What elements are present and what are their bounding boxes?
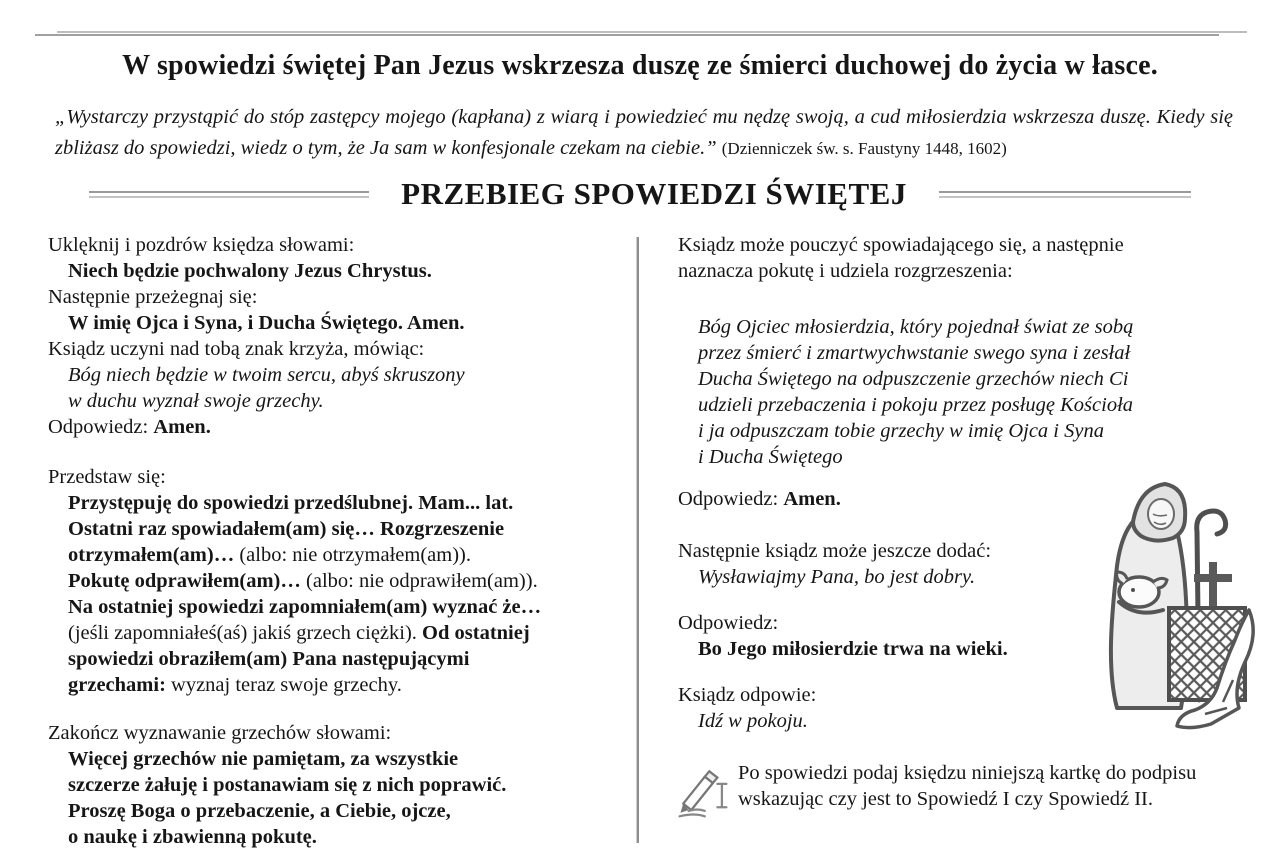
note-line: wskazując czy jest to Spowiedź I czy Spowiedź II.: [738, 788, 1153, 810]
page-title: W spowiedzi świętej Pan Jezus wskrzesza duszę ze śmierci duchowej do życia w łasce.: [122, 50, 1158, 81]
text-segment: Amen.: [783, 488, 841, 510]
closing-formula-line: o naukę i zbawienną pokutę.: [68, 826, 317, 848]
paragraph-closing: [48, 720, 634, 850]
text-segment: Od ostatniej: [422, 622, 530, 644]
paragraph-introduction: [48, 464, 634, 698]
confession-formula-line: spowiedzi obraziłem(am) Pana następującymi: [68, 648, 470, 670]
instruction-line: Ksiądz odpowie:: [678, 684, 817, 706]
priest-words-line: Idź w pokoju.: [698, 710, 808, 732]
cross-vertical: [1209, 562, 1217, 608]
text-segment: wyznaj teraz swoje grzechy.: [165, 674, 402, 696]
text-segment: (jeśli zapomniałeś(aś) jakiś grzech ciężki).: [68, 622, 423, 644]
heading-rule-right: [939, 191, 1191, 198]
paragraph-greeting: [48, 232, 634, 440]
text-segment: (albo: nie odprawiłem(am)).: [300, 570, 538, 592]
confession-formula-line: Przystępuję do spowiedzi przedślubnej. Mam... lat.: [68, 492, 514, 514]
instruction-line: Ksiądz może pouczyć spowiadającego się, a następnie: [678, 234, 1124, 256]
closing-formula-line: Więcej grzechów nie pamiętam, za wszystkie: [68, 748, 459, 770]
instruction-line: naznacza pokutę i udziela rozgrzeszenia:: [678, 260, 1013, 282]
text-segment: (albo: nie otrzymałem(am)).: [234, 544, 471, 566]
instruction-line: Zakończ wyznawanie grzechów słowami:: [48, 722, 392, 744]
cross-horizontal: [1194, 574, 1232, 582]
instruction-line: Następnie przeżegnaj się:: [48, 286, 258, 308]
confession-formula-line: [48, 568, 634, 594]
confession-formula-line: [48, 542, 634, 568]
faustina-quote: [55, 102, 1233, 164]
confession-formula-line: Ostatni raz spowiadałem(am) się… Rozgrzeszenie: [68, 518, 505, 540]
section-heading: [0, 176, 1280, 212]
lamb-eye: [1131, 588, 1135, 592]
response-line: [48, 414, 634, 440]
shepherd-priest-illustration: [1073, 470, 1261, 740]
text-segment: grzechami:: [68, 674, 166, 696]
column-divider: [636, 237, 639, 843]
note-text: [738, 760, 1196, 812]
absolution-line: udzieli przebaczenia i pokoju przez posługę Kościoła: [698, 394, 1134, 416]
priest-words-line: w duchu wyznał swoje grzechy.: [68, 390, 324, 412]
response-line: Bo Jego miłosierdzie trwa na wieki.: [698, 638, 1008, 660]
absolution-line: i ja odpuszczam tobie grzechy w imię Ojca i Syna: [698, 420, 1104, 442]
text-segment: Amen.: [153, 416, 211, 438]
priest-words-line: Bóg niech będzie w twoim sercu, abyś skruszony: [68, 364, 465, 386]
absolution-line: Bóg Ojciec młosierdzia, który pojednał świat ze sobą: [698, 316, 1134, 338]
heading-rule-left: [89, 191, 369, 198]
quote-citation: (Dzienniczek św. s. Faustyny 1448, 1602): [721, 139, 1007, 158]
top-divider-line-lower: [35, 34, 1219, 36]
paragraph-penance-intro: [678, 232, 1256, 284]
text-segment: Pokutę odprawiłem(am)…: [68, 570, 301, 592]
instruction-line: Ksiądz uczyni nad tobą znak krzyża, mówiąc:: [48, 338, 425, 360]
text-segment: otrzymałem(am)…: [68, 544, 235, 566]
absolution-line: Ducha Świętego na odpuszczenie grzechów niech Ci: [698, 368, 1129, 390]
instruction-line: Przedstaw się:: [48, 466, 166, 488]
section-title: PRZEBIEG SPOWIEDZI ŚWIĘTEJ: [401, 176, 907, 211]
absolution-line: i Ducha Świętego: [698, 446, 843, 468]
prayer-line: Niech będzie pochwalony Jezus Chrystus.: [68, 260, 432, 282]
instruction-line: Uklęknij i pozdrów księdza słowami:: [48, 234, 355, 256]
closing-formula-line: szczerze żałuję i postanawiam się z nich poprawić.: [68, 774, 507, 796]
left-column: [48, 232, 634, 850]
text-segment: Odpowiedz:: [48, 416, 154, 438]
prayer-line: W imię Ojca i Syna, i Ducha Świętego. Amen.: [68, 312, 465, 334]
paragraph-absolution: [678, 314, 1256, 470]
signature-note: [676, 760, 1256, 820]
confession-formula-line: Na ostatniej spowiedzi zapomniałem(am) wyznać że…: [68, 596, 542, 618]
text-segment: Odpowiedz:: [678, 488, 784, 510]
priest-words-line: Wysławiajmy Pana, bo jest dobry.: [698, 566, 976, 588]
instruction-line: Odpowiedz:: [678, 612, 779, 634]
writing-hand-icon: [676, 764, 730, 820]
instruction-line: Następnie ksiądz może jeszcze dodać:: [678, 540, 992, 562]
absolution-line: przez śmierć i zmartwychwstanie swego syna i zesłał: [698, 342, 1131, 364]
top-divider-line-upper: [57, 31, 1247, 33]
closing-formula-line: Proszę Boga o przebaczenie, a Ciebie, ojcze,: [68, 800, 451, 822]
confession-formula-line: [48, 672, 634, 698]
quote-text: „Wystarczy przystąpić do stóp zastępcy mojego (kapłana) z wiarą i powiedzieć mu nędzę swoją, a cud miłosierdzia wskrzesza duszę. Kiedy się zbliżasz do spowiedzi, wiedz o tym, że Ja sam w konfesjonale czekam na ciebie.”: [55, 106, 1233, 159]
top-divider: [35, 31, 1247, 38]
confession-formula-line: [48, 620, 634, 646]
note-line: Po spowiedzi podaj księdzu niniejszą kartkę do podpisu: [738, 762, 1197, 784]
